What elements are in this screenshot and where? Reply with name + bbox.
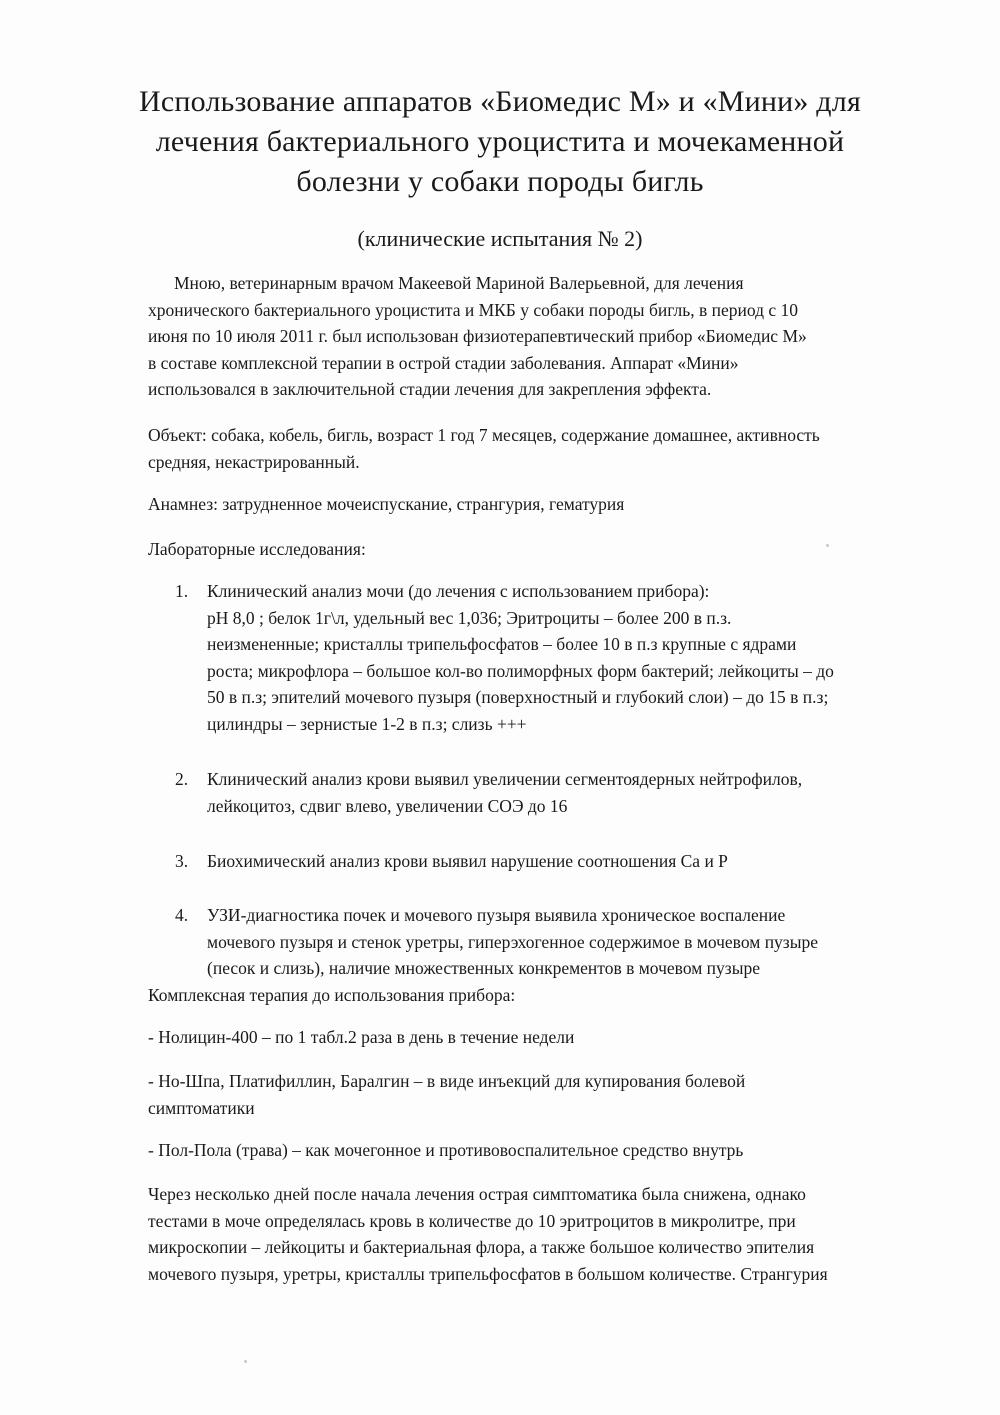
list-item-body xyxy=(207,578,947,737)
list-item-body xyxy=(207,902,947,982)
list-number: 2. xyxy=(175,769,189,789)
scan-speck xyxy=(826,544,829,547)
outcome-paragraph xyxy=(148,1181,938,1287)
therapy-heading-text: Комплексная терапия до использования прибора: xyxy=(148,985,516,1005)
list-line: роста; микрофлора – большое кол-во полиморфных форм бактерий; лейкоциты – до xyxy=(207,660,834,681)
outcome-line: мочевого пузыря, уретры, кристаллы трипельфосфатов в большом количестве. Странгурия xyxy=(148,1263,828,1284)
list-line: Клинический анализ крови выявил увеличении сегментоядерных нейтрофилов, xyxy=(207,769,803,789)
therapy-item-1 xyxy=(148,1024,938,1051)
title-line-2: лечения бактериального уроцистита и мочекаменной xyxy=(155,125,845,158)
intro-paragraph xyxy=(148,270,938,403)
list-line: рН 8,0 ; белок 1г\л, удельный вес 1,036; Эритроциты – более 200 в п.з. xyxy=(207,607,732,628)
list-line: лейкоцитоз, сдвиг влево, увеличении СОЭ до 16 xyxy=(207,795,568,816)
list-number: 1. xyxy=(175,581,189,601)
intro-line: хронического бактериального уроцистита и МКБ у собаки породы бигль, в период с 10 xyxy=(148,299,799,320)
outcome-line: тестами в моче определялась кровь в количестве до 10 эритроцитов в микролитре, при xyxy=(148,1210,796,1231)
list-line: (песок и слизь), наличие множественных конкрементов в мочевом пузыре xyxy=(207,958,760,978)
lab-heading-text: Лабораторные исследования: xyxy=(148,539,366,559)
intro-line: использовался в заключительной стадии лечения для закрепления эффекта. xyxy=(148,379,712,399)
lab-heading xyxy=(148,536,938,563)
therapy-line: симптоматики xyxy=(148,1097,255,1118)
list-number: 4. xyxy=(175,905,189,925)
anamnesis-line: Анамнез: затрудненное мочеиспускание, странгурия, гематурия xyxy=(148,494,625,514)
therapy-line: - Нолицин-400 – по 1 табл.2 раза в день в течение недели xyxy=(148,1027,575,1047)
therapy-item-3 xyxy=(148,1137,938,1164)
object-paragraph xyxy=(148,422,938,475)
list-line: Биохимический анализ крови выявил нарушение соотношения Са и Р xyxy=(207,851,728,871)
intro-line: июня по 10 июля 2011 г. был использован физиотерапевтический прибор «Биомедис М» xyxy=(148,326,807,346)
object-line: средняя, некастрированный. xyxy=(148,451,360,472)
list-line: Клинический анализ мочи (до лечения с использованием прибора): xyxy=(207,581,710,601)
therapy-item-2 xyxy=(148,1068,938,1121)
list-line: 50 в п.з; эпителий мочевого пузыря (поверхностный и глубокий слои) – до 15 в п.з; xyxy=(207,687,829,707)
therapy-line: - Пол-Пола (трава) – как мочегонное и противовоспалительное средство внутрь xyxy=(148,1140,744,1160)
list-line: неизмененные; кристаллы трипельфосфатов – более 10 в п.з крупные с ядрами xyxy=(207,634,797,654)
object-line: Объект: собака, кобель, бигль, возраст 1 год 7 месяцев, содержание домашнее, активность xyxy=(148,425,820,445)
outcome-line: Через несколько дней после начала лечения острая симптоматика была снижена, однако xyxy=(148,1184,806,1204)
anamnesis-paragraph xyxy=(148,491,938,518)
intro-line: Мною, ветеринарным врачом Макеевой Мариной Валерьевной, для лечения xyxy=(174,273,744,293)
title-line-1: Использование аппаратов «Биомедис М» и «Мини» для xyxy=(139,85,861,118)
scan-speck xyxy=(244,1360,247,1363)
outcome-line: микроскопии – лейкоциты и бактериальная флора, а также большое количество эпителия xyxy=(148,1237,815,1257)
title-line-3: болезни у собаки породы бигль xyxy=(296,165,704,198)
list-number: 3. xyxy=(175,851,189,871)
list-item-body xyxy=(207,766,947,819)
list-line: цилиндры – зернистые 1-2 в п.з; слизь +++ xyxy=(207,713,527,734)
intro-line: в составе комплексной терапии в острой стадии заболевания. Аппарат «Мини» xyxy=(148,352,739,373)
list-line: мочевого пузыря и стенок уретры, гиперэхогенное содержимое в мочевом пузыре xyxy=(207,931,818,952)
therapy-line: - Но-Шпа, Платифиллин, Баралгин – в виде инъекций для купирования болевой xyxy=(148,1071,746,1091)
list-line: УЗИ-диагностика почек и мочевого пузыря выявила хроническое воспаление xyxy=(207,905,786,925)
document-title xyxy=(100,82,900,202)
list-item-body xyxy=(207,848,947,875)
document-subtitle: (клинические испытания № 2) xyxy=(357,226,643,251)
therapy-heading xyxy=(148,982,938,1009)
